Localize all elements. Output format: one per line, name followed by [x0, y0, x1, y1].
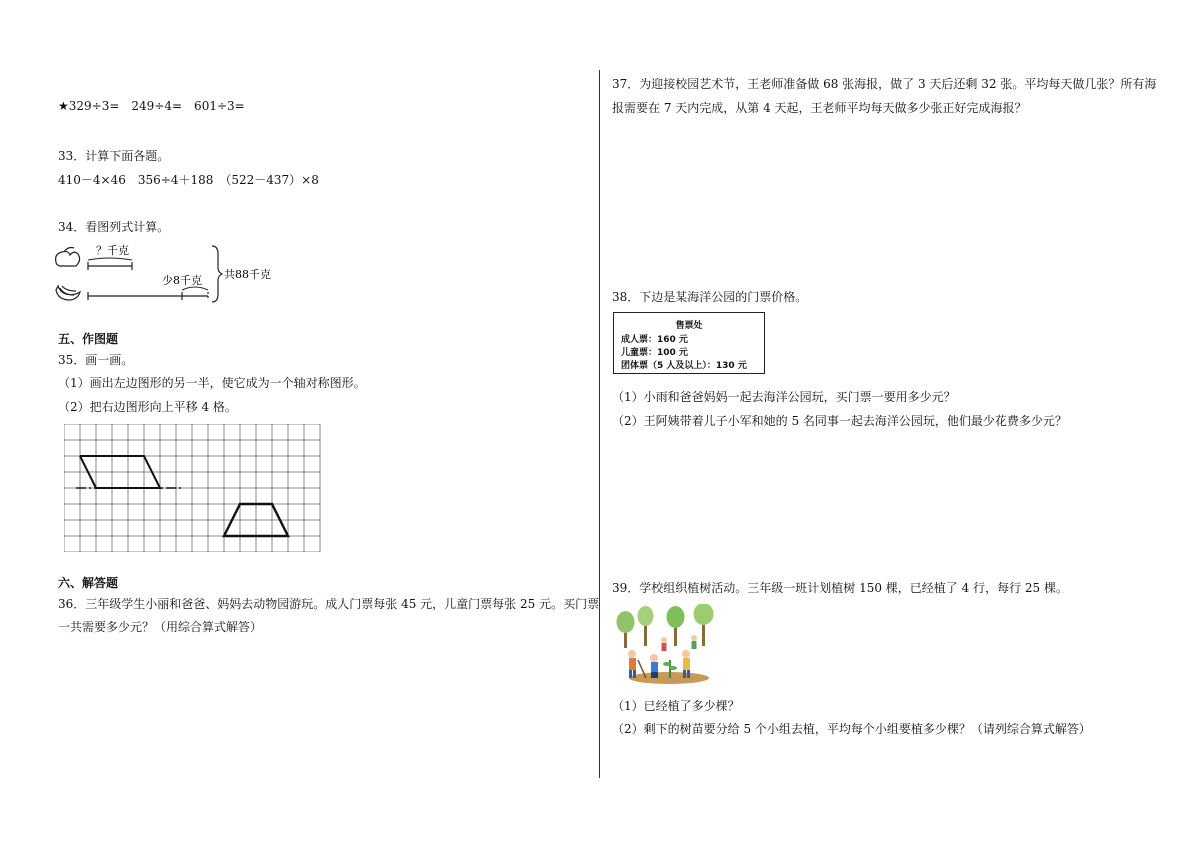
q34-diagram: [50, 240, 290, 306]
q35-part1: （1）画出左边图形的另一半，使它成为一个轴对称图形。: [58, 376, 366, 390]
q39-part1: （1）已经植了多少棵？: [612, 699, 740, 713]
q38-part1: （1）小雨和爸爸妈妈一起去海洋公园玩，买门票一要用多少元？: [612, 390, 956, 404]
q39-title: 39．学校组织植树活动。三年级一班计划植树 150 棵，已经植了 4 行，每行 25 棵。: [612, 581, 1068, 595]
q36-line2: 一共需要多少元？（用综合算式解答）: [58, 620, 263, 634]
q35-part2: （2）把右边图形向上平移 4 格。: [58, 400, 237, 414]
unknown-label: ？千克: [96, 244, 129, 257]
q37-line2: 报需要在 7 天内完成，从第 4 天起，王老师平均每天做多少张正好完成海报？: [612, 101, 1027, 115]
q36-line1: 36．三年级学生小丽和爸爸、妈妈去动物园游玩。成人门票每张 45 元，儿童门票每张 25 元。买门票: [58, 597, 600, 611]
ticket-price-board: [613, 312, 765, 374]
drawing-grid: [64, 424, 322, 552]
section-6-heading: 六、解答题: [58, 576, 119, 590]
q34-title: 34．看图列式计算。: [58, 220, 170, 234]
tree-planting-illustration: [614, 604, 724, 686]
q39-part2: （2）剩下的树苗要分给 5 个小组去植，平均每个小组要植多少棵？（请列综合算式解答）: [612, 722, 1091, 736]
column-divider: [599, 70, 600, 778]
peach-icon: [56, 248, 80, 267]
q35-title: 35．画一画。: [58, 353, 134, 367]
q33-items: 410－4×46 356÷4＋188 （522－437）×8: [58, 173, 319, 187]
q33-title: 33．计算下面各题。: [58, 149, 170, 163]
q37-line1: 37．为迎接校园艺术节，王老师准备做 68 张海报，做了 3 天后还剩 32 张。平均每天做几张？所有海: [612, 77, 1157, 91]
ticket-adult: 成人票：160 元: [621, 335, 688, 345]
ticket-group: 团体票（5 人及以上）：130 元: [621, 361, 747, 371]
banana-icon: [56, 286, 80, 300]
q32-items: ★329÷3= 249÷4= 601÷3=: [58, 99, 245, 113]
section-5-heading: 五、作图题: [58, 332, 119, 346]
q38-part2: （2）王阿姨带着儿子小军和她的 5 名同事一起去海洋公园玩，他们最少花费多少元？: [612, 414, 1067, 428]
less-label: 少8千克: [162, 274, 202, 287]
ticket-header: 售票处: [675, 321, 703, 331]
q38-title: 38．下边是某海洋公园的门票价格。: [612, 290, 808, 304]
total-label: 共88千克: [224, 268, 271, 281]
ticket-child: 儿童票：100 元: [621, 348, 688, 358]
